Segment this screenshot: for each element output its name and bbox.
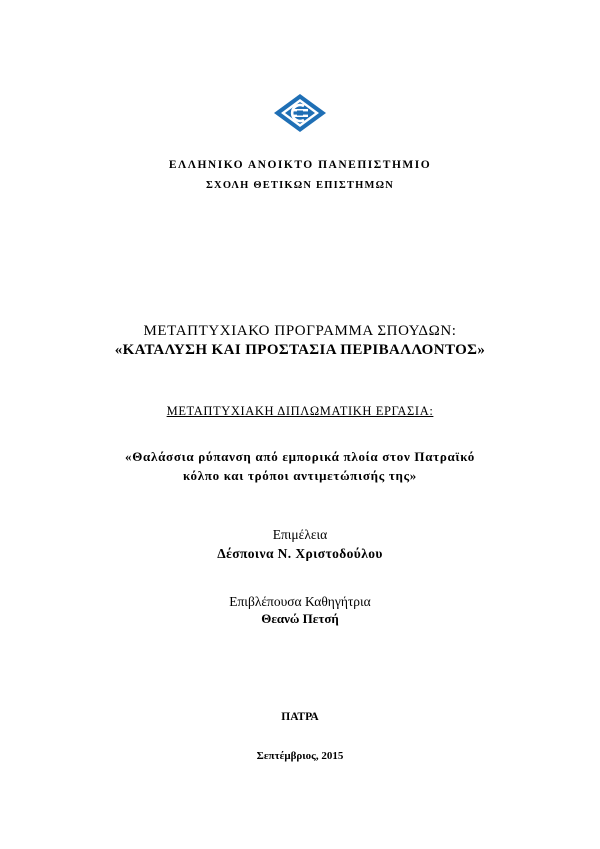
university-logo-icon [273,93,327,133]
thesis-type: ΜΕΤΑΠΤΥΧΙΑΚΗ ΔΙΠΛΩΜΑΤΙΚΗ ΕΡΓΑΣΙΑ: [166,404,434,418]
city: ΠΑΤΡΑ [281,711,319,723]
author-name: Δέσποινα Ν. Χριστοδούλου [217,546,383,561]
university-name: ΕΛΛΗΝΙΚΟ ΑΝΟΙΚΤΟ ΠΑΝΕΠΙΣΤΗΜΙΟ [168,159,432,171]
program-label: ΜΕΤΑΠΤΥΧΙΑΚΟ ΠΡΟΓΡΑΜΜΑ ΣΠΟΥΔΩΝ: [143,323,457,339]
supervisor-name: Θεανώ Πετσή [261,611,339,626]
program-title: «ΚΑΤΑΛΥΣΗ ΚΑΙ ΠΡΟΣΤΑΣΙΑ ΠΕΡΙΒΑΛΛΟΝΤΟΣ» [114,342,486,358]
author-label: Επιμέλεια [272,527,328,542]
supervisor-label: Επιβλέπουσα Καθηγήτρια [229,594,371,609]
date: Σεπτέμβριος, 2015 [256,750,344,762]
thesis-title-line-1: «Θαλάσσια ρύπανση από εμπορικά πλοία στον Πατραϊκό [125,449,475,464]
school-name: ΣΧΟΛΗ ΘΕΤΙΚΩΝ ΕΠΙΣΤΗΜΩΝ [205,180,394,191]
thesis-title-line-2: κόλπο και τρόποι αντιμετώπισής της» [182,468,418,483]
